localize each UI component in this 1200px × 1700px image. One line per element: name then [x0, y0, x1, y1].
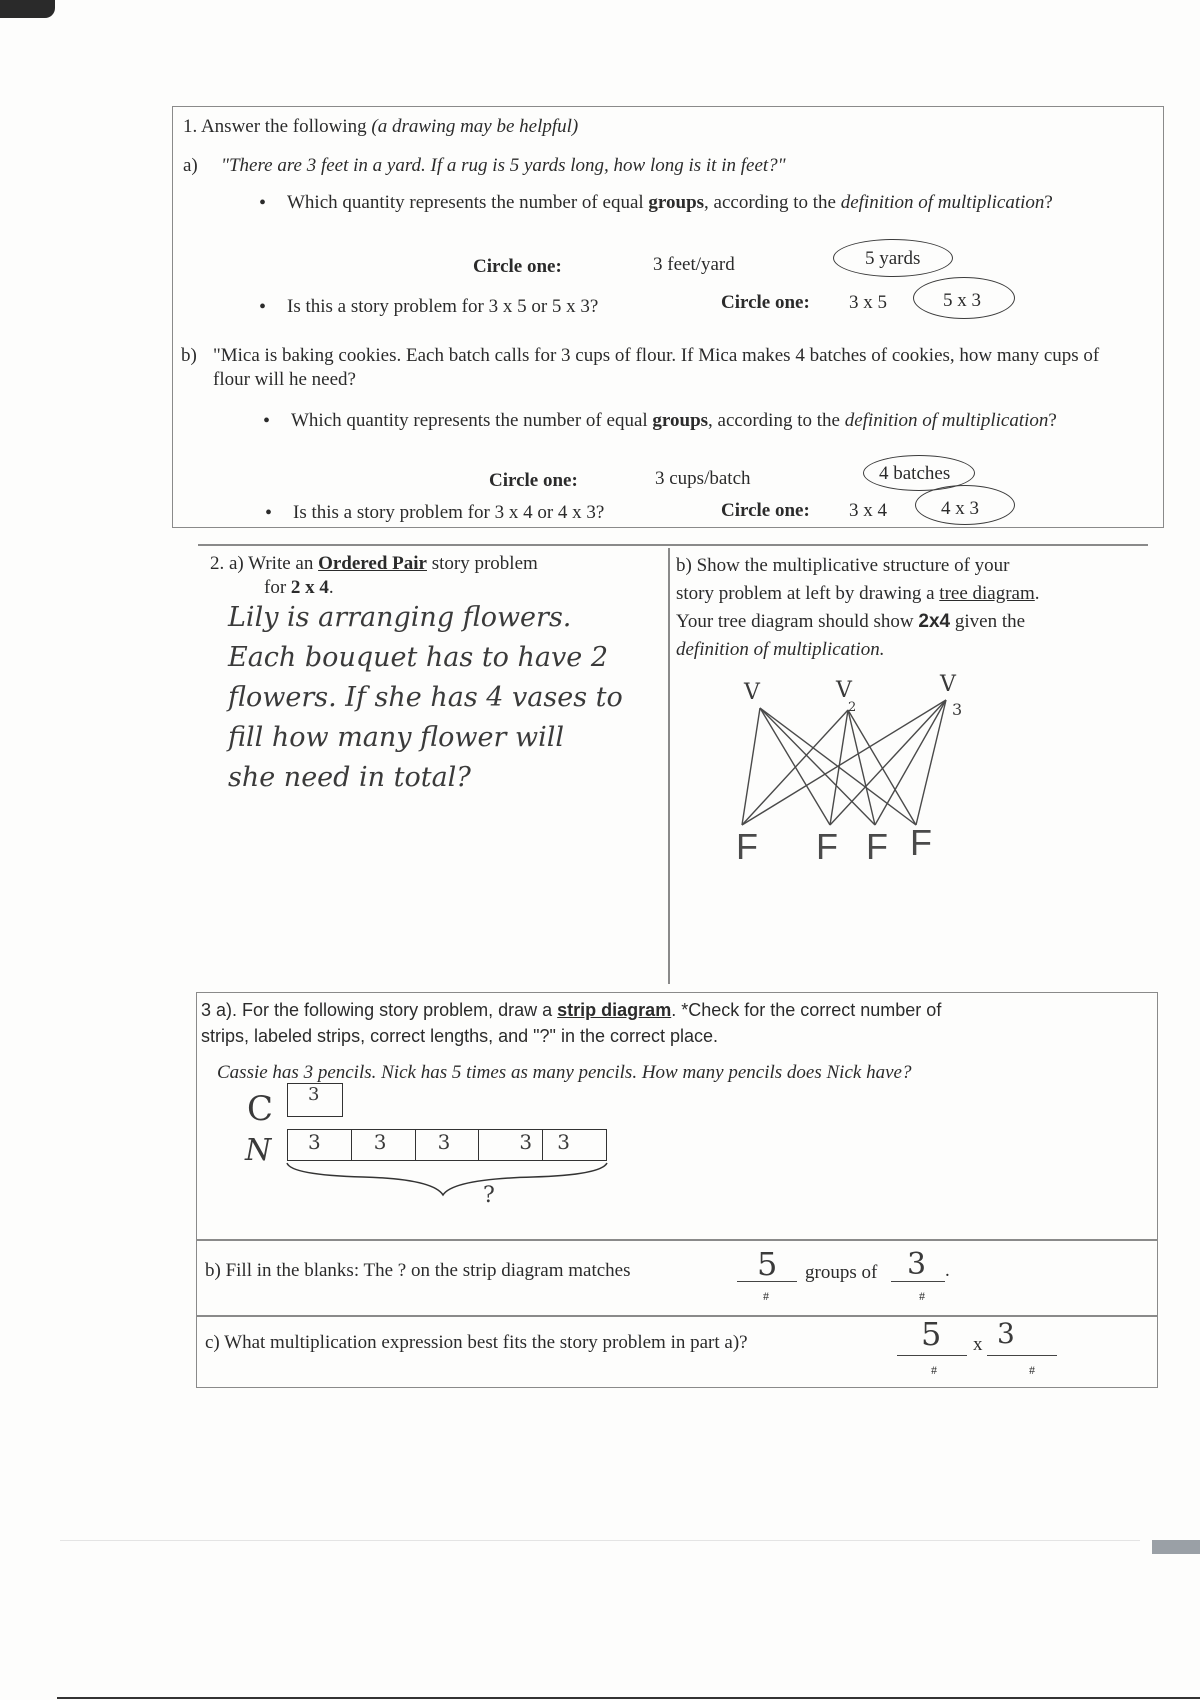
tree-bottom-label: F [866, 826, 888, 867]
tree-top-label: V [836, 678, 852, 703]
q2b-tree-diagram: tree diagram [939, 583, 1035, 604]
q1-heading [183, 115, 578, 139]
q2b-line2-prefix: story problem at left by drawing a [676, 583, 935, 604]
strip-question-mark: ? [483, 1183, 495, 1208]
strip-cell [288, 1130, 352, 1160]
q3c-times: x [973, 1334, 983, 1355]
q1a-opt-5x3: 5 x 3 [943, 290, 981, 311]
q2b-line1: b) Show the multiplicative structure of your [676, 555, 1010, 576]
q3b-rule [197, 1239, 1157, 1241]
answer-line: flowers. If she has 4 vases to [228, 682, 623, 713]
scan-mark-top-left [0, 0, 55, 18]
question-3-box [196, 992, 1158, 1388]
q1-heading-text: 1. Answer the following [183, 116, 367, 137]
q2-top-rule [198, 544, 1148, 546]
q3a-line2: strips, labeled strips, correct lengths, and "?" in the correct place. [201, 1026, 719, 1046]
scan-faint-line [60, 1540, 1140, 1541]
q1a-label: a) [183, 155, 198, 176]
q1b-b1-end: ? [1048, 410, 1057, 431]
q3c-hash-2: # [1029, 1363, 1035, 1377]
strip-brace [283, 1161, 613, 1201]
q1a-b1-text2: , according to the [704, 192, 836, 213]
q3b-end: . [945, 1260, 950, 1281]
q1a-option-feet-per-yard: 3 feet/yard [653, 254, 735, 275]
q2b-line2 [676, 580, 1146, 608]
q2a-expr: 2 x 4 [290, 577, 329, 598]
q2-divider [668, 548, 670, 984]
q1b-circle-one: Circle one: [489, 470, 578, 491]
tree-top-num: 3 [952, 700, 963, 719]
answer-line: she need in total? [228, 762, 471, 793]
q2b-expr: 2x4 [918, 611, 951, 632]
q3b-hash-2: # [919, 1289, 925, 1303]
q1a-bullet1 [287, 191, 1087, 215]
scan-bottom-line [57, 1697, 1200, 1699]
q3a-suffix: . *Check for the correct number of [671, 1000, 942, 1020]
q1a-option-yards: 5 yards [865, 248, 921, 269]
q3c-blank-2 [987, 1355, 1057, 1356]
q2b-line3 [676, 608, 1146, 636]
q2b-line4: definition of multiplication. [676, 639, 885, 660]
question-1-box [172, 106, 1164, 528]
q2a-for: for [264, 577, 287, 598]
q2a-handwritten-answer [228, 598, 658, 798]
tree-bottom-label: F [816, 826, 838, 867]
q1a-b1-def: definition of multiplication [840, 192, 1045, 213]
q3c-blank-2-value: 3 [997, 1317, 1015, 1350]
q1a-bullet2: • Is this a story problem for 3 x 5 or 5 x 3? [287, 295, 598, 319]
q1a-story: "There are 3 feet in a yard. If a rug is 5 yards long, how long is it in feet?" [221, 155, 786, 176]
q1-heading-note: (a drawing may be helpful) [371, 116, 579, 137]
q1b-label: b) [181, 345, 197, 366]
q1b-option-batches: 4 batches [879, 463, 951, 484]
q3b-text: b) Fill in the blanks: The ? on the strip diagram matches [205, 1260, 631, 1281]
q1a-opt-3x5: 3 x 5 [849, 292, 887, 313]
tree-top-num: 2 [848, 700, 857, 715]
q1b-bullet2: • Is this a story problem for 3 x 4 or 4 x 3? [293, 501, 604, 525]
q2a-prompt [210, 552, 650, 576]
strip-cell [416, 1130, 480, 1160]
q1a-circle-one: Circle one: [473, 256, 562, 277]
strip-label-cassie: C [247, 1089, 274, 1129]
q1b-b1-groups: groups [652, 410, 709, 431]
strip-cell-value: 3 [437, 1130, 451, 1154]
q1b-circle-one-2: Circle one: [721, 500, 810, 521]
q1a-b1-text: Which quantity represents the number of equal [287, 192, 644, 213]
q3b-blank-2-value: 3 [907, 1247, 927, 1282]
q3c-blank-1 [897, 1355, 967, 1356]
answer-line: fill how many flower will [228, 722, 564, 753]
q3c-hash-1: # [931, 1363, 937, 1377]
q1b-b1-text2: , according to the [708, 410, 840, 431]
strip-cell [543, 1130, 606, 1160]
q1b-b1-text: Which quantity represents the number of equal [291, 410, 648, 431]
tree-bottom-label: F [736, 826, 758, 867]
tree-top-label: V [744, 680, 760, 705]
q3b-groups-of: groups of [805, 1262, 878, 1283]
tree-bottom-label: F [910, 822, 932, 863]
q3a-prefix: 3 a). For the following story problem, draw a [201, 1000, 553, 1020]
answer-line: Lily is arranging flowers. [228, 602, 572, 633]
q3b-hash-1: # [763, 1289, 769, 1303]
q2a-suffix: story problem [431, 553, 538, 574]
q1b-story: "Mica is baking cookies. Each batch calls for 3 cups of flour. If Mica makes 4 batches of cookies, how many cups of flour will he need? [213, 345, 1100, 390]
q1b-bullet1 [291, 409, 1091, 433]
q1a-b1-groups: groups [648, 192, 705, 213]
q3c-text: c) What multiplication expression best fits the story problem in part a)? [205, 1332, 748, 1353]
strip-cassie [287, 1083, 343, 1117]
q2a-prompt-line2 [264, 576, 334, 600]
strip-cell-value: 3 [519, 1130, 533, 1154]
strip-cell-value: 3 [308, 1130, 321, 1154]
q1b-b1-def: definition of multiplication [844, 410, 1049, 431]
strip-nick [287, 1129, 607, 1161]
q2b-line3-prefix: Your tree diagram should show [676, 611, 914, 632]
strip-cell [479, 1130, 543, 1160]
q2a-dot: . [328, 577, 334, 598]
q3c-blank-1-value: 5 [921, 1315, 942, 1353]
q1a-circle-one-2: Circle one: [721, 292, 810, 313]
q3b-blank-1-value: 5 [757, 1245, 778, 1283]
scan-mark-right [1152, 1540, 1200, 1554]
q3a-story: Cassie has 3 pencils. Nick has 5 times as many pencils. How many pencils does Nick have? [217, 1062, 912, 1083]
tree-top-label: V [940, 672, 956, 697]
q3a-prompt [201, 997, 1151, 1049]
q1b-option-cups: 3 cups/batch [655, 468, 751, 489]
q2b-line2-end: . [1034, 583, 1040, 604]
q3a-strip-diagram: strip diagram [557, 1000, 672, 1020]
answer-line: Each bouquet has to have 2 [228, 642, 609, 673]
strip-cell-value: 3 [373, 1130, 387, 1154]
strip-cell-value: 3 [557, 1130, 570, 1154]
q2b-prompt [676, 552, 1146, 664]
q1b-opt-4x3: 4 x 3 [941, 498, 979, 519]
q1a-b1-end: ? [1044, 192, 1053, 213]
strip-cell-value: 3 [308, 1084, 320, 1105]
q1b-opt-3x4: 3 x 4 [849, 500, 887, 521]
q2a-ordered-pair: Ordered Pair [318, 553, 427, 574]
q2b-line3-suffix: given the [954, 611, 1026, 632]
strip-cell [352, 1130, 416, 1160]
strip-label-nick: N [245, 1133, 272, 1168]
q2a-prefix: 2. a) Write an [210, 553, 314, 574]
